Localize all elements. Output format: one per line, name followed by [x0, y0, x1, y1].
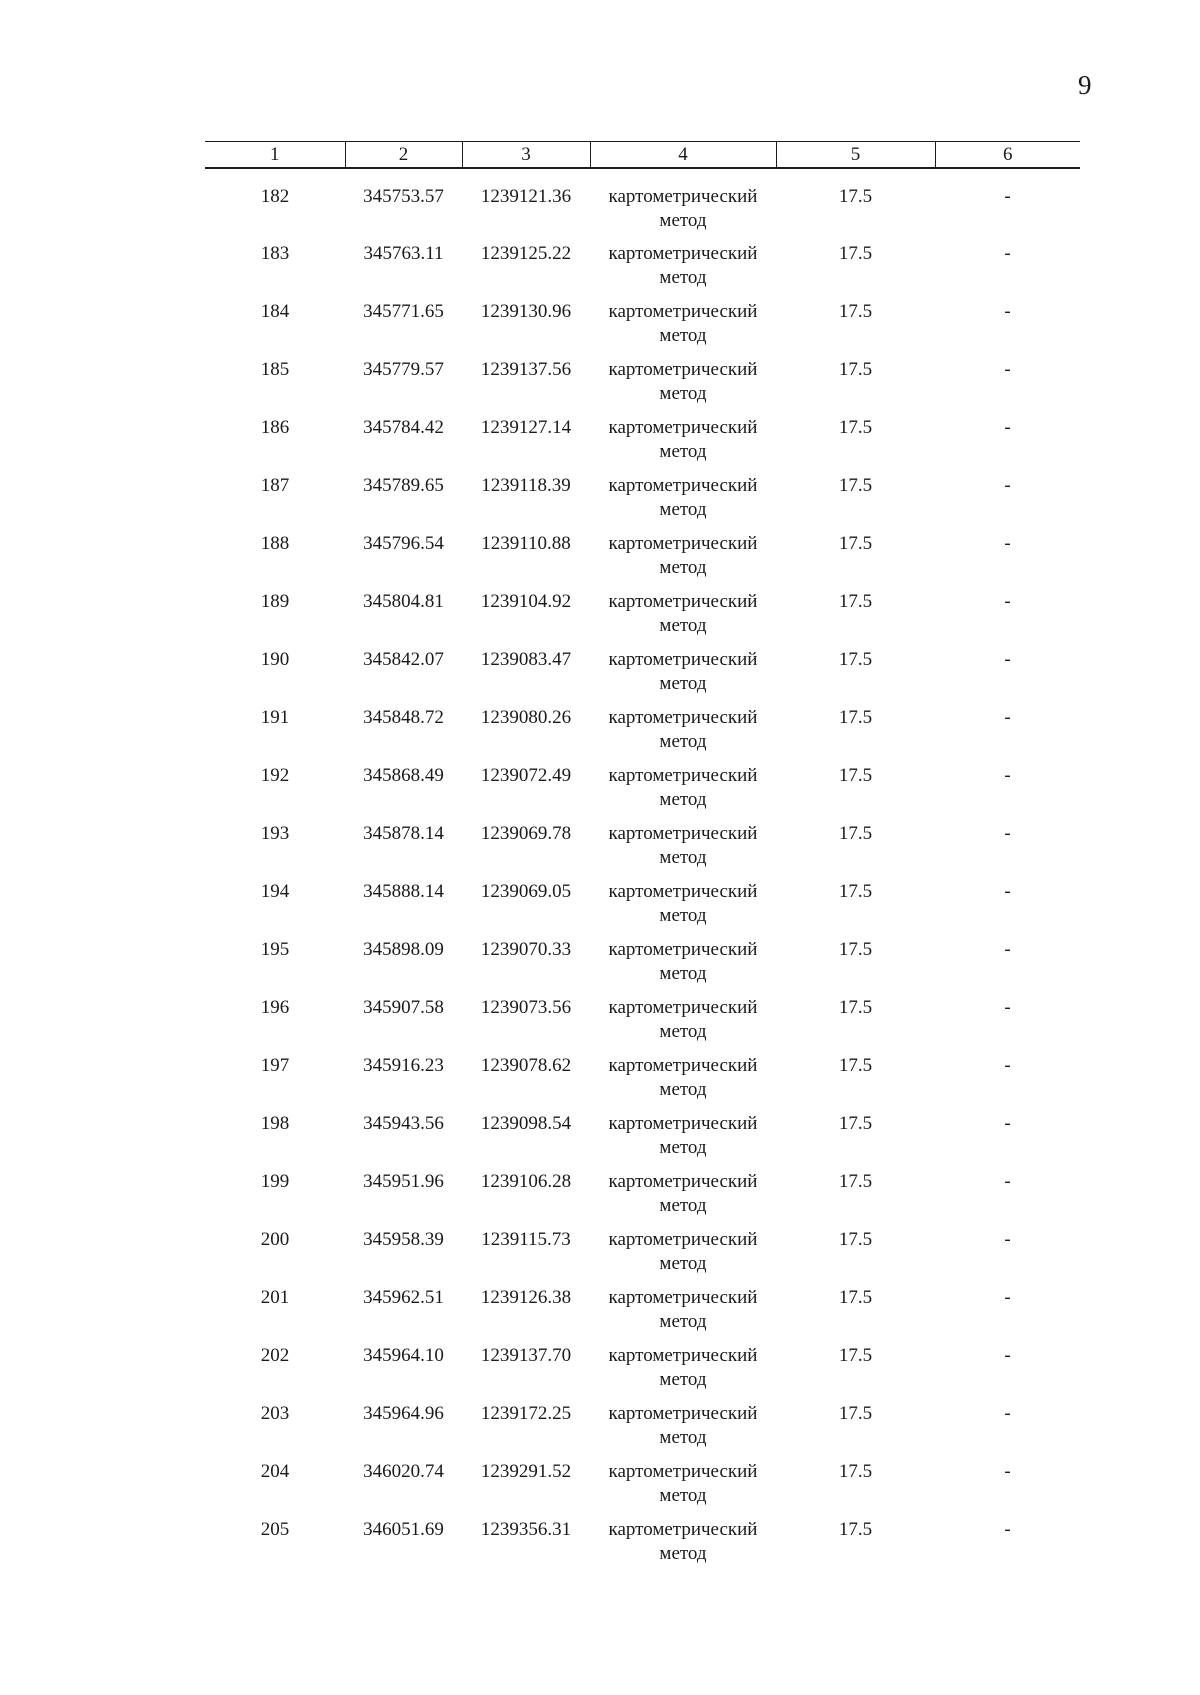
- note-cell: -: [1004, 939, 1011, 960]
- y-coordinate-cell: 1239126.38: [480, 1287, 572, 1308]
- method-line-1: картометрический: [608, 649, 758, 670]
- point-number-cell: 184: [260, 301, 290, 322]
- method-line-2: метод: [659, 1485, 707, 1506]
- method-line-2: метод: [659, 325, 707, 346]
- x-coordinate-cell: 345962.51: [363, 1287, 444, 1308]
- method-cell: [590, 240, 776, 298]
- table-row: [205, 820, 1080, 878]
- note-cell: -: [1004, 475, 1011, 496]
- accuracy-cell: 17.5: [838, 765, 873, 786]
- method-line-2: метод: [659, 905, 707, 926]
- point-number-cell: 183: [260, 243, 290, 264]
- note-cell: -: [1004, 1287, 1011, 1308]
- y-coordinate-cell: 1239069.05: [480, 881, 572, 902]
- accuracy-cell: 17.5: [838, 1345, 873, 1366]
- note-cell: -: [1004, 186, 1011, 207]
- note-cell: -: [1004, 591, 1011, 612]
- point-number-cell: 202: [260, 1345, 290, 1366]
- method-cell: [590, 1168, 776, 1226]
- method-line-2: метод: [659, 210, 707, 231]
- note-cell: -: [1004, 243, 1011, 264]
- x-coordinate-cell: 345958.39: [363, 1229, 444, 1250]
- accuracy-cell: 17.5: [838, 417, 873, 438]
- accuracy-cell: 17.5: [838, 939, 873, 960]
- note-cell: -: [1004, 1171, 1011, 1192]
- point-number-cell: 203: [260, 1403, 290, 1424]
- method-cell: [590, 472, 776, 530]
- y-coordinate-cell: 1239110.88: [481, 533, 571, 554]
- table-row: [205, 1110, 1080, 1168]
- method-line-1: картометрический: [608, 475, 758, 496]
- method-line-2: метод: [659, 441, 707, 462]
- x-coordinate-cell: 345878.14: [363, 823, 444, 844]
- x-coordinate-cell: 345771.65: [363, 301, 444, 322]
- accuracy-cell: 17.5: [838, 881, 873, 902]
- y-coordinate-cell: 1239069.78: [480, 823, 572, 844]
- method-line-1: картометрический: [608, 997, 758, 1018]
- method-line-1: картометрический: [608, 243, 758, 264]
- method-cell: [590, 994, 776, 1052]
- table-row: [205, 704, 1080, 762]
- column-header: 5: [776, 142, 935, 169]
- point-number-cell: 182: [260, 186, 290, 207]
- accuracy-cell: 17.5: [838, 533, 873, 554]
- table-row: [205, 936, 1080, 994]
- method-line-1: картометрический: [608, 1113, 758, 1134]
- y-coordinate-cell: 1239125.22: [480, 243, 572, 264]
- note-cell: -: [1004, 1519, 1011, 1540]
- method-line-1: картометрический: [608, 591, 758, 612]
- coordinates-table: [205, 141, 1080, 1574]
- table-row: [205, 1052, 1080, 1110]
- accuracy-cell: 17.5: [838, 997, 873, 1018]
- y-coordinate-cell: 1239172.25: [480, 1403, 572, 1424]
- x-coordinate-cell: 345907.58: [363, 997, 444, 1018]
- y-coordinate-cell: 1239073.56: [480, 997, 572, 1018]
- note-cell: -: [1004, 1113, 1011, 1134]
- accuracy-cell: 17.5: [838, 1113, 873, 1134]
- y-coordinate-cell: 1239130.96: [480, 301, 572, 322]
- note-cell: -: [1004, 765, 1011, 786]
- accuracy-cell: 17.5: [838, 1461, 873, 1482]
- point-number-cell: 195: [260, 939, 290, 960]
- method-cell: [590, 298, 776, 356]
- method-cell: [590, 878, 776, 936]
- table-row: [205, 472, 1080, 530]
- method-line-2: метод: [659, 1369, 707, 1390]
- x-coordinate-cell: 345916.23: [363, 1055, 444, 1076]
- method-cell: [590, 1516, 776, 1574]
- y-coordinate-cell: 1239118.39: [481, 475, 571, 496]
- method-line-2: метод: [659, 383, 707, 404]
- method-line-1: картометрический: [608, 1055, 758, 1076]
- table-row: [205, 240, 1080, 298]
- column-header: 2: [345, 142, 462, 169]
- x-coordinate-cell: 345789.65: [363, 475, 444, 496]
- accuracy-cell: 17.5: [838, 1171, 873, 1192]
- method-line-2: метод: [659, 615, 707, 636]
- method-line-1: картометрический: [608, 1461, 758, 1482]
- accuracy-cell: 17.5: [838, 1519, 873, 1540]
- point-number-cell: 188: [260, 533, 290, 554]
- point-number-cell: 196: [260, 997, 290, 1018]
- y-coordinate-cell: 1239080.26: [480, 707, 572, 728]
- method-line-1: картометрический: [608, 939, 758, 960]
- y-coordinate-cell: 1239083.47: [480, 649, 572, 670]
- method-cell: [590, 1110, 776, 1168]
- method-cell: [590, 762, 776, 820]
- point-number-cell: 186: [260, 417, 290, 438]
- note-cell: -: [1004, 359, 1011, 380]
- note-cell: -: [1004, 707, 1011, 728]
- method-line-1: картометрический: [608, 1287, 758, 1308]
- y-coordinate-cell: 1239104.92: [480, 591, 572, 612]
- table-row: [205, 168, 1080, 240]
- y-coordinate-cell: 1239106.28: [480, 1171, 572, 1192]
- table-row: [205, 1168, 1080, 1226]
- point-number-cell: 200: [260, 1229, 290, 1250]
- note-cell: -: [1004, 1229, 1011, 1250]
- table-row: [205, 1516, 1080, 1574]
- y-coordinate-cell: 1239137.70: [480, 1345, 572, 1366]
- point-number-cell: 193: [260, 823, 290, 844]
- y-coordinate-cell: 1239098.54: [480, 1113, 572, 1134]
- point-number-cell: 201: [260, 1287, 290, 1308]
- accuracy-cell: 17.5: [838, 243, 873, 264]
- table-row: [205, 414, 1080, 472]
- accuracy-cell: 17.5: [838, 301, 873, 322]
- x-coordinate-cell: 345888.14: [363, 881, 444, 902]
- x-coordinate-cell: 345763.11: [363, 243, 444, 264]
- method-cell: [590, 1400, 776, 1458]
- x-coordinate-cell: 346051.69: [363, 1519, 444, 1540]
- method-line-2: метод: [659, 267, 707, 288]
- table-row: [205, 1226, 1080, 1284]
- method-cell: [590, 168, 776, 240]
- point-number-cell: 187: [260, 475, 290, 496]
- x-coordinate-cell: 345943.56: [363, 1113, 444, 1134]
- note-cell: -: [1004, 301, 1011, 322]
- point-number-cell: 197: [260, 1055, 290, 1076]
- accuracy-cell: 17.5: [838, 1403, 873, 1424]
- method-line-1: картометрический: [608, 1171, 758, 1192]
- note-cell: -: [1004, 1461, 1011, 1482]
- table-row: [205, 356, 1080, 414]
- accuracy-cell: 17.5: [838, 707, 873, 728]
- table-body: [205, 168, 1080, 1574]
- note-cell: -: [1004, 1055, 1011, 1076]
- accuracy-cell: 17.5: [838, 823, 873, 844]
- point-number-cell: 205: [260, 1519, 290, 1540]
- point-number-cell: 185: [260, 359, 290, 380]
- point-number-cell: 192: [260, 765, 290, 786]
- note-cell: -: [1004, 533, 1011, 554]
- note-cell: -: [1004, 823, 1011, 844]
- method-line-1: картометрический: [608, 1345, 758, 1366]
- accuracy-cell: 17.5: [838, 591, 873, 612]
- method-cell: [590, 530, 776, 588]
- table-row: [205, 298, 1080, 356]
- method-line-1: картометрический: [608, 1229, 758, 1250]
- method-line-2: метод: [659, 499, 707, 520]
- method-line-1: картометрический: [608, 301, 758, 322]
- y-coordinate-cell: 1239356.31: [480, 1519, 572, 1540]
- method-line-1: картометрический: [608, 1403, 758, 1424]
- note-cell: -: [1004, 649, 1011, 670]
- method-line-2: метод: [659, 1427, 707, 1448]
- header-row: [205, 142, 1080, 169]
- method-cell: [590, 646, 776, 704]
- accuracy-cell: 17.5: [838, 1287, 873, 1308]
- table-row: [205, 762, 1080, 820]
- method-line-2: метод: [659, 557, 707, 578]
- accuracy-cell: 17.5: [838, 475, 873, 496]
- y-coordinate-cell: 1239127.14: [480, 417, 572, 438]
- table-row: [205, 1284, 1080, 1342]
- table-row: [205, 994, 1080, 1052]
- note-cell: -: [1004, 1345, 1011, 1366]
- method-line-1: картометрический: [608, 417, 758, 438]
- method-line-2: метод: [659, 1543, 707, 1564]
- method-cell: [590, 1052, 776, 1110]
- table-header: [205, 142, 1080, 169]
- method-line-1: картометрический: [608, 186, 758, 207]
- point-number-cell: 198: [260, 1113, 290, 1134]
- method-line-1: картометрический: [608, 765, 758, 786]
- table-row: [205, 1458, 1080, 1516]
- table-row: [205, 588, 1080, 646]
- y-coordinate-cell: 1239070.33: [480, 939, 572, 960]
- method-cell: [590, 704, 776, 762]
- y-coordinate-cell: 1239072.49: [480, 765, 572, 786]
- method-cell: [590, 414, 776, 472]
- point-number-cell: 189: [260, 591, 290, 612]
- method-line-2: метод: [659, 789, 707, 810]
- method-line-2: метод: [659, 673, 707, 694]
- x-coordinate-cell: 345784.42: [363, 417, 444, 438]
- table-row: [205, 878, 1080, 936]
- method-line-2: метод: [659, 1195, 707, 1216]
- method-line-1: картометрический: [608, 533, 758, 554]
- x-coordinate-cell: 345951.96: [363, 1171, 444, 1192]
- method-line-2: метод: [659, 1079, 707, 1100]
- note-cell: -: [1004, 1403, 1011, 1424]
- method-line-2: метод: [659, 1311, 707, 1332]
- table-row: [205, 646, 1080, 704]
- point-number-cell: 191: [260, 707, 290, 728]
- accuracy-cell: 17.5: [838, 186, 873, 207]
- accuracy-cell: 17.5: [838, 649, 873, 670]
- y-coordinate-cell: 1239078.62: [480, 1055, 572, 1076]
- column-header: 1: [205, 142, 345, 169]
- x-coordinate-cell: 345964.96: [363, 1403, 444, 1424]
- method-cell: [590, 820, 776, 878]
- method-line-1: картометрический: [608, 881, 758, 902]
- point-number-cell: 204: [260, 1461, 290, 1482]
- page-number: 9: [1078, 70, 1092, 100]
- table-row: [205, 1400, 1080, 1458]
- method-line-2: метод: [659, 1253, 707, 1274]
- note-cell: -: [1004, 881, 1011, 902]
- column-header: 6: [935, 142, 1080, 169]
- accuracy-cell: 17.5: [838, 1055, 873, 1076]
- method-cell: [590, 1458, 776, 1516]
- method-line-1: картометрический: [608, 1519, 758, 1540]
- point-number-cell: 194: [260, 881, 290, 902]
- method-line-1: картометрический: [608, 359, 758, 380]
- method-line-1: картометрический: [608, 823, 758, 844]
- x-coordinate-cell: 345964.10: [363, 1345, 444, 1366]
- method-line-2: метод: [659, 731, 707, 752]
- y-coordinate-cell: 1239115.73: [481, 1229, 571, 1250]
- method-cell: [590, 588, 776, 646]
- note-cell: -: [1004, 417, 1011, 438]
- x-coordinate-cell: 345842.07: [363, 649, 444, 670]
- method-line-2: метод: [659, 847, 707, 868]
- x-coordinate-cell: 346020.74: [363, 1461, 444, 1482]
- accuracy-cell: 17.5: [838, 359, 873, 380]
- point-number-cell: 199: [260, 1171, 290, 1192]
- column-header: 3: [462, 142, 590, 169]
- x-coordinate-cell: 345753.57: [363, 186, 444, 207]
- accuracy-cell: 17.5: [838, 1229, 873, 1250]
- table-row: [205, 1342, 1080, 1400]
- method-cell: [590, 1342, 776, 1400]
- x-coordinate-cell: 345848.72: [363, 707, 444, 728]
- note-cell: -: [1004, 997, 1011, 1018]
- point-number-cell: 190: [260, 649, 290, 670]
- method-line-1: картометрический: [608, 707, 758, 728]
- x-coordinate-cell: 345898.09: [363, 939, 444, 960]
- method-cell: [590, 356, 776, 414]
- x-coordinate-cell: 345868.49: [363, 765, 444, 786]
- x-coordinate-cell: 345779.57: [363, 359, 444, 380]
- table-row: [205, 530, 1080, 588]
- x-coordinate-cell: 345804.81: [363, 591, 444, 612]
- y-coordinate-cell: 1239137.56: [480, 359, 572, 380]
- method-line-2: метод: [659, 963, 707, 984]
- y-coordinate-cell: 1239121.36: [480, 186, 572, 207]
- method-line-2: метод: [659, 1021, 707, 1042]
- method-cell: [590, 1226, 776, 1284]
- method-cell: [590, 936, 776, 994]
- method-line-2: метод: [659, 1137, 707, 1158]
- method-cell: [590, 1284, 776, 1342]
- column-header: 4: [590, 142, 776, 169]
- y-coordinate-cell: 1239291.52: [480, 1461, 572, 1482]
- x-coordinate-cell: 345796.54: [363, 533, 444, 554]
